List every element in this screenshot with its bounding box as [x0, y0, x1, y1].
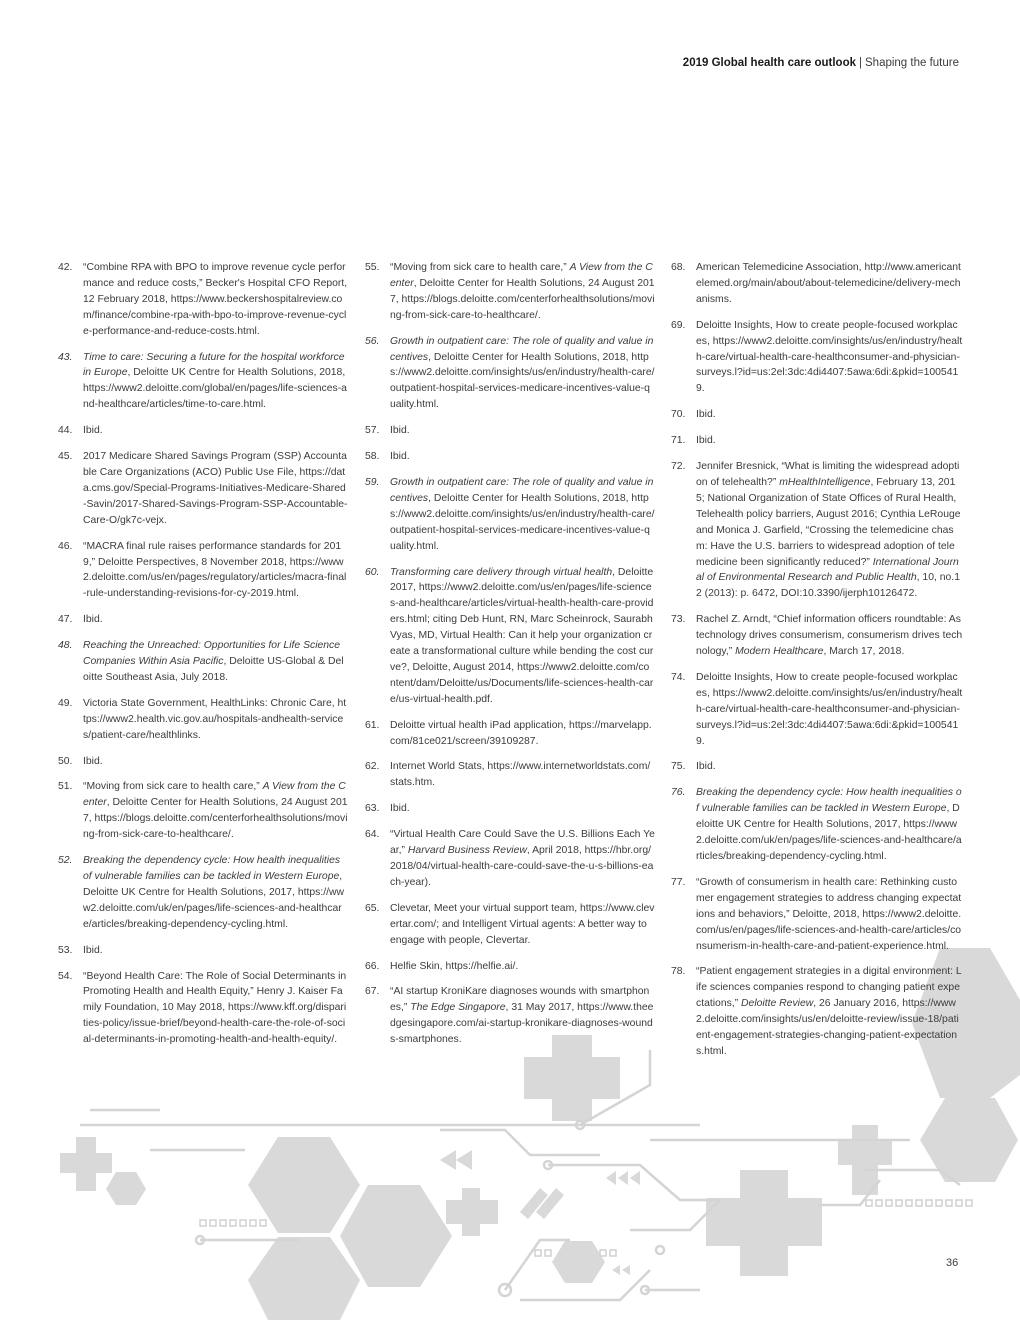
endnote-text-segment: , Deloitte Center for Health Solutions, 2018, https://www2.deloitte.com/insights/us/en/industry/health-care/outpatient-hospital-services-medicare-incentives-value-quality.html. — [390, 351, 655, 411]
endnote-text-segment: , March 17, 2018. — [823, 646, 905, 658]
endnote-number: 69. — [671, 319, 686, 331]
endnote-number: 71. — [671, 435, 686, 447]
endnote-text — [696, 759, 963, 775]
endnote-number: 55. — [365, 262, 380, 273]
endnote-text-segment: “Moving from sick care to health care,” — [83, 781, 263, 793]
endnote-number: 75. — [671, 761, 686, 773]
endnote-number: 50. — [58, 755, 73, 767]
endnote-number: 63. — [365, 803, 380, 815]
endnotes-list — [58, 260, 348, 1048]
endnote-text-segment: “Virtual Health Care Could Save the U.S. Billions Each Year,” — [390, 829, 655, 857]
endnote-number: 58. — [365, 451, 380, 463]
endnote-text — [390, 901, 655, 949]
endnote-text — [390, 801, 655, 817]
endnote-number: 64. — [365, 829, 380, 841]
endnote-item — [58, 539, 348, 603]
endnote-text — [696, 260, 963, 308]
endnote-text — [390, 827, 655, 891]
endnote-item — [58, 350, 348, 414]
endnote-text-segment: Ibid. — [83, 755, 103, 767]
endnote-number: 67. — [365, 986, 380, 998]
endnote-text-segment: Ibid. — [696, 761, 716, 773]
endnote-text-segment: Ibid. — [83, 425, 103, 437]
endnote-number: 60. — [365, 566, 380, 578]
endnote-text — [696, 459, 963, 602]
endnote-text — [390, 449, 655, 465]
endnote-item — [58, 449, 348, 529]
endnote-text-segment: “Combine RPA with BPO to improve revenue cycle performance and reduce costs,” Becker's Hospital CFO Report, 12 February 2018, https://www.beckershospitalreview.com/finance/combine-rpa-with-bpo-to-improve-revenue-cycle-performance-and-reduce-costs.html. — [83, 262, 348, 337]
endnote-item — [365, 565, 655, 708]
page-header — [683, 57, 959, 69]
endnote-title-italic: Time to care: Securing a future for the hospital workforce in Europe — [83, 351, 345, 379]
endnote-number: 52. — [58, 855, 73, 867]
endnote-text-segment: , Deloitte Center for Health Solutions, 24 August 2017, https://blogs.deloitte.com/centerforhealthsolutions/moving-from-sick-care-to-healthcare/. — [390, 277, 655, 321]
endnote-text — [390, 984, 655, 1048]
endnote-item — [365, 449, 655, 465]
header-separator: | — [859, 57, 862, 69]
endnote-text-segment: “Growth of consumerism in health care: Rethinking customer engagement strategies to address changing expectations and behaviors,” Deloitte, 2018, https://www2.deloitte.com/us/en/pages/life-sciences-and-health-care/articles/consumerism-in-health-care-and-patient-experience.html. — [696, 876, 962, 952]
endnote-item — [671, 759, 963, 775]
endnote-number: 68. — [671, 262, 686, 273]
endnote-text-segment: American Telemedicine Association, http://www.americantelemed.org/main/about/about-telemedicine/delivery-mechanisms. — [696, 262, 961, 305]
endnote-number: 49. — [58, 697, 73, 709]
endnote-number: 46. — [58, 540, 73, 552]
endnote-text-segment: , Deloitte Center for Health Solutions, 2018, https://www2.deloitte.com/insights/us/en/industry/health-care/outpatient-hospital-services-medicare-incentives-value-quality.html. — [390, 492, 655, 552]
endnote-text-segment: Clevetar, Meet your virtual support team, https://www.clevertar.com/; and Intelligent Virtual agents: A better way to engage with people, Clevertar. — [390, 902, 655, 946]
endnote-item — [365, 827, 655, 891]
endnote-text — [83, 969, 348, 1049]
endnote-title-italic: Breaking the dependency cycle: How health inequalities of vulnerable families can be tackled in Western Europe — [696, 787, 962, 815]
endnote-number: 65. — [365, 902, 380, 914]
endnote-text-segment: , April 2018, https://hbr.org/2018/04/virtual-health-care-could-save-the-u-s-billions-each-year). — [390, 845, 654, 888]
report-title: 2019 Global health care outlook — [682, 57, 856, 69]
endnote-number: 56. — [365, 335, 380, 347]
endnote-number: 42. — [58, 262, 73, 273]
endnote-item — [671, 875, 963, 955]
endnote-item — [58, 423, 348, 439]
endnote-item — [365, 260, 655, 324]
cross-shape — [60, 1137, 112, 1191]
endnote-text-segment: Ibid. — [696, 409, 716, 421]
endnote-text — [390, 718, 655, 750]
endnote-text — [83, 260, 348, 340]
page-number: 36 — [946, 1257, 959, 1269]
endnote-text — [390, 565, 655, 708]
endnote-text-segment: , 31 May 2017, https://www.theedgesingapore.com/ai-startup-kronikare-diagnoses-wounds-smartphones. — [390, 1002, 654, 1046]
endnote-number: 54. — [58, 970, 73, 982]
hexagon-shape — [552, 1241, 605, 1283]
endnote-title-italic: A View from the Center — [390, 262, 653, 289]
endnote-item — [671, 612, 963, 660]
endnote-number: 78. — [671, 966, 686, 978]
endnote-item — [671, 964, 963, 1059]
endnote-text — [83, 350, 348, 414]
endnote-text — [83, 779, 348, 843]
endnotes-column-1 — [58, 260, 348, 1058]
endnote-item — [671, 670, 963, 750]
endnote-title-italic: Harvard Business Review — [407, 845, 527, 857]
endnote-text-segment: , February 13, 2015; National Organization of State Offices of Rural Health, Telehealth policy barriers, August 2016; Cynthia LeRouge and Monica J. Garfield, “Crossing the telemedicine chasm: Have the U.S. barriers to widespread adoption of telemedicine been significantly reduced?” — [696, 476, 961, 568]
endnote-item — [58, 969, 348, 1049]
endnotes-column-2 — [365, 260, 655, 1058]
endnote-text-segment: , Deloitte UK Centre for Health Solutions, 2017, https://www2.deloitte.com/uk/en/pages/life-sciences-and-healthcare/articles/breaking-dependency-cycling.html. — [83, 871, 345, 930]
endnote-title-italic: Transforming care delivery through virtual health — [390, 566, 613, 578]
endnote-title-italic: mHealthIntelligence — [779, 476, 871, 488]
endnote-title-italic: Breaking the dependency cycle: How health inequalities of vulnerable families can be tackled in Western Europe — [83, 855, 341, 882]
endnote-text-segment: Ibid. — [390, 425, 410, 437]
endnote-text — [696, 875, 963, 955]
endnote-title-italic: Growth in outpatient care: The role of quality and value incentives — [390, 335, 654, 363]
endnote-number: 72. — [671, 461, 686, 473]
cross-shape — [446, 1188, 498, 1236]
endnote-text — [83, 638, 348, 686]
endnote-item — [671, 407, 963, 423]
endnote-text — [83, 696, 348, 744]
endnote-text-segment: Internet World Stats, https://www.internetworldstats.com/stats.htm. — [390, 761, 651, 789]
endnote-text — [83, 853, 348, 933]
endnote-title-italic: A View from the Center — [83, 781, 346, 809]
endnote-number: 53. — [58, 944, 73, 956]
endnote-text — [83, 539, 348, 603]
endnote-text-segment: Jennifer Bresnick, “What is limiting the widespread adoption of telehealth?” — [696, 461, 960, 488]
endnote-text-segment: Rachel Z. Arndt, “Chief information officers roundtable: As technology drives consumerism, consumerism drives technology,” — [696, 614, 963, 658]
endnote-text — [696, 318, 963, 398]
endnote-text-segment: Deloitte virtual health iPad application, https://marvelapp.com/81ce021/screen/39109287. — [390, 719, 652, 747]
hexagon-shape — [248, 1137, 360, 1233]
endnote-text — [390, 475, 655, 555]
endnote-text-segment: “Moving from sick care to health care,” — [390, 262, 570, 273]
cross-shape — [838, 1125, 892, 1195]
endnote-item — [58, 943, 348, 959]
endnote-number: 76. — [671, 787, 686, 799]
endnote-text-segment: “Beyond Health Care: The Role of Social Determinants in Promoting Health and Health Equity,” Henry J. Kaiser Family Foundation, 10 May 2018, https://www.kff.org/disparities-policy/issue-brief/beyond-health-care-the-role-of-social-determinants-in-promoting-health-and-health-equity/. — [83, 970, 347, 1046]
endnote-item — [365, 718, 655, 750]
endnote-item — [671, 459, 963, 602]
endnote-item — [365, 334, 655, 414]
endnote-item — [58, 260, 348, 340]
endnote-text-segment: Ibid. — [390, 803, 410, 815]
endnote-item — [365, 423, 655, 439]
hexagon-shape — [106, 1172, 146, 1205]
endnote-text — [83, 943, 348, 959]
endnote-text — [696, 407, 963, 423]
endnote-item — [671, 318, 963, 398]
hexagon-shape — [340, 1185, 452, 1287]
endnote-text-segment: “Patient engagement strategies in a digital environment: Life sciences companies respond to changing patient expectations,” — [696, 966, 962, 1010]
endnote-title-italic: Reaching the Unreached: Opportunities for Life Science Companies Within Asia Pacific — [83, 640, 341, 668]
endnote-number: 47. — [58, 614, 73, 626]
endnote-text-segment: Ibid. — [390, 451, 410, 463]
endnote-item — [58, 638, 348, 686]
endnote-item — [58, 696, 348, 744]
endnote-title-italic: International Journal of Environmental Research and Public Health — [696, 556, 959, 584]
endnote-item — [58, 612, 348, 628]
endnote-text-segment: , Deloitte Center for Health Solutions, 24 August 2017, https://blogs.deloitte.com/centerforhealthsolutions/moving-from-sick-care-to-healthcare/. — [83, 797, 348, 841]
endnote-text-segment: Victoria State Government, HealthLinks: Chronic Care, https://www2.health.vic.gov.au/hospitals-andhealth-services/patient-care/healthlinks. — [83, 697, 347, 741]
endnote-item — [365, 984, 655, 1048]
report-subtitle: Shaping the future — [865, 57, 959, 69]
endnote-text-segment: Helfie Skin, https://helfie.ai/. — [390, 960, 519, 972]
endnote-text — [390, 334, 655, 414]
endnote-title-italic: Deloitte Review — [741, 998, 814, 1010]
endnote-item — [365, 475, 655, 555]
endnote-number: 66. — [365, 960, 380, 972]
endnote-item — [58, 754, 348, 770]
endnote-text-segment: , Deloitte UK Centre for Health Solutions, 2017, https://www2.deloitte.com/uk/en/pages/life-sciences-and-healthcare/articles/breaking-dependency-cycling.html. — [696, 803, 962, 862]
endnote-text — [390, 759, 655, 791]
endnote-text-segment: , Deloitte UK Centre for Health Solutions, 2018, https://www2.deloitte.com/global/en/pages/life-sciences-and-healthcare/articles/time-to-care.html. — [83, 367, 347, 411]
endnote-number: 62. — [365, 761, 380, 773]
endnote-text — [696, 670, 963, 750]
endnote-text — [696, 785, 963, 865]
endnote-text — [390, 260, 655, 324]
endnote-title-italic: Growth in outpatient care: The role of quality and value incentives — [390, 476, 654, 504]
endnote-number: 44. — [58, 425, 73, 437]
endnote-item — [365, 959, 655, 975]
endnote-text — [83, 612, 348, 628]
endnote-number: 59. — [365, 476, 380, 488]
endnote-number: 48. — [58, 640, 73, 652]
endnote-item — [365, 759, 655, 791]
endnote-text — [83, 423, 348, 439]
endnote-number: 57. — [365, 425, 380, 437]
endnotes-column-3 — [671, 260, 963, 1070]
endnote-item — [58, 853, 348, 933]
endnote-item — [365, 801, 655, 817]
cross-shape — [706, 1170, 822, 1276]
endnote-text-segment: Ibid. — [83, 614, 103, 626]
endnote-number: 51. — [58, 781, 73, 793]
endnote-text-segment: , Deloitte 2017, https://www2.deloitte.com/us/en/pages/life-sciences-and-healthcare/articles/virtual-health-health-care-providers.html; citing Deb Hunt, RN, Marc Scheinrock, Saurabh Vyas, MD, Virtual Health: Can it help your organization create a transformational culture while bending the cost curve?, Deloitte, August 2014, https://www2.deloitte.com/content/dam/Deloitte/us/Documents/life-sciences-health-care/us-virtual-health.pdf. — [390, 566, 654, 705]
endnote-text — [83, 449, 348, 529]
endnote-text-segment: , 26 January 2016, https://www2.deloitte.com/insights/us/en/deloitte-review/issue-18/patient-engagement-strategies-changing-patient-expectations.html. — [696, 998, 959, 1057]
endnote-item — [671, 260, 963, 308]
endnote-number: 73. — [671, 614, 686, 626]
endnote-text-segment: Ibid. — [83, 944, 103, 956]
endnote-item — [58, 779, 348, 843]
endnote-text — [696, 964, 963, 1059]
endnote-number: 45. — [58, 451, 73, 463]
endnote-text-segment: “MACRA final rule raises performance standards for 2019,” Deloitte Perspectives, 8 November 2018, https://www2.deloitte.com/us/en/pages/regulatory/articles/macra-final-rule-understanding-revisions-for-cy-2019.html. — [83, 540, 347, 600]
endnote-text-segment: , Deloitte US-Global & Deloitte Southeast Asia, July 2018. — [83, 656, 344, 683]
endnote-number: 43. — [58, 351, 73, 363]
hexagon-shape — [248, 1237, 360, 1320]
endnote-text-segment: , 10, no.12 (2013): p. 6472, DOI:10.3390/ijerph10126472. — [696, 572, 960, 600]
endnote-text — [696, 433, 963, 449]
endnote-number: 61. — [365, 719, 380, 731]
endnote-text — [390, 959, 655, 975]
endnote-text-segment: Deloitte Insights, How to create people-focused workplaces, https://www2.deloitte.com/insights/us/en/industry/health-care/virtual-health-care-healthconsumer-and-physician-surveys.l?id=us:2el:3dc:4di4407:5awa:6di:&pkid=1005419. — [696, 671, 963, 747]
endnote-text-segment: “AI startup KroniKare diagnoses wounds with smartphones,” — [390, 986, 650, 1014]
endnote-item — [365, 901, 655, 949]
endnote-text — [390, 423, 655, 439]
endnotes-list — [671, 260, 963, 1060]
endnote-number: 77. — [671, 876, 686, 888]
endnote-text — [696, 612, 963, 660]
endnote-text-segment: 2017 Medicare Shared Savings Program (SSP) Accountable Care Organizations (ACO) Public Use File, https://data.cms.gov/Special-Programs-Initiatives-Medicare-Shared-Savin/2017-Shared-Savings-Program-SSP-Accountable-Care-O/gk7c-vejx. — [83, 451, 348, 526]
endnote-text-segment: Ibid. — [696, 435, 716, 447]
endnote-item — [671, 785, 963, 865]
endnote-item — [671, 433, 963, 449]
endnote-title-italic: Modern Healthcare — [735, 646, 824, 658]
endnote-number: 70. — [671, 409, 686, 421]
endnote-number: 74. — [671, 671, 686, 683]
endnotes-list — [365, 260, 655, 1048]
endnote-text — [83, 754, 348, 770]
endnote-text-segment: Deloitte Insights, How to create people-focused workplaces, https://www2.deloitte.com/insights/us/en/industry/health-care/virtual-health-care-healthconsumer-and-physician-surveys.l?id=us:2el:3dc:4di4407:5awa:6di:&pkid=1005419. — [696, 319, 963, 395]
endnote-title-italic: The Edge Singapore — [410, 1002, 506, 1014]
